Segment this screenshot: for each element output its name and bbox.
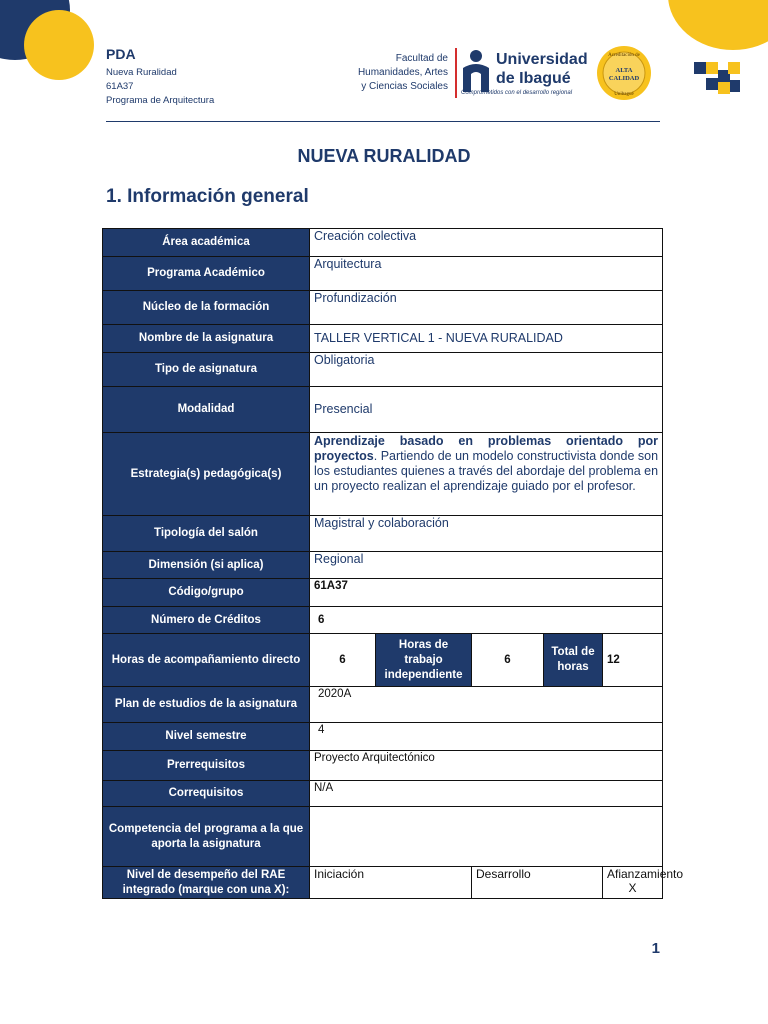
table-row: [103, 552, 663, 579]
table-row: [103, 229, 663, 257]
table-row: [103, 516, 663, 552]
row-value: Regional: [310, 552, 663, 579]
university-name: Universidad de Ibagué: [496, 51, 588, 87]
svg-text:CALIDAD: CALIDAD: [608, 75, 640, 82]
row-label: Plan de estudios de la asignatura: [103, 687, 310, 723]
svg-text:ALTA: ALTA: [615, 67, 633, 74]
row-value: N/A: [310, 781, 663, 807]
table-row: [103, 751, 663, 781]
row-value: Presencial: [310, 387, 663, 433]
table-row: [103, 807, 663, 867]
header-line: Nueva Ruralidad: [106, 67, 177, 78]
row-label: Número de Créditos: [103, 607, 310, 634]
row-label: Dimensión (si aplica): [103, 552, 310, 579]
row-value: 4: [310, 723, 663, 751]
header-line: Programa de Arquitectura: [106, 95, 215, 106]
row-value: 2020A: [310, 687, 663, 723]
independent-hours-value: 6: [472, 634, 544, 687]
university-tagline: Comprometidos con el desarrollo regional: [461, 90, 573, 96]
row-value: 61A37: [310, 579, 663, 607]
rae-option-iniciacion: Iniciación: [310, 867, 472, 899]
row-label: Nombre de la asignatura: [103, 325, 310, 353]
svg-text:Unibagué: Unibagué: [614, 92, 634, 97]
row-value: Magistral y colaboración: [310, 516, 663, 552]
pda-label: PDA: [106, 46, 136, 62]
table-row: [103, 325, 663, 353]
table-row: [103, 387, 663, 433]
row-label: Nivel semestre: [103, 723, 310, 751]
table-row-rae: [103, 867, 663, 899]
rae-option-afianzamiento: Afianzamiento X: [603, 867, 663, 899]
row-value: 6: [310, 607, 663, 634]
row-value: Obligatoria: [310, 353, 663, 387]
table-row: [103, 723, 663, 751]
decorative-yellow-circle-right: [668, 0, 768, 50]
row-label: Programa Académico: [103, 257, 310, 291]
table-row: [103, 353, 663, 387]
row-label: Núcleo de la formación: [103, 291, 310, 325]
row-value: Profundización: [310, 291, 663, 325]
row-label: Correquisitos: [103, 781, 310, 807]
total-hours-value: 12: [603, 634, 663, 687]
direct-hours-value: 6: [310, 634, 376, 687]
row-value: Arquitectura: [310, 257, 663, 291]
document-title: NUEVA RURALIDAD: [297, 146, 471, 166]
table-row: [103, 687, 663, 723]
table-row: [103, 607, 663, 634]
strategy-bold: Aprendizaje basado en problemas orientado por proyectos: [314, 434, 659, 463]
decorative-pixel-pattern: [694, 62, 740, 94]
row-label: Área académica: [103, 229, 310, 257]
rae-option-desarrollo: Desarrollo: [472, 867, 603, 899]
header-line: 61A37: [106, 81, 134, 92]
independent-hours-label: Horas de trabajo independiente: [376, 634, 472, 687]
row-label: Modalidad: [103, 387, 310, 433]
total-hours-label: Total de horas: [544, 634, 603, 687]
row-label: Tipo de asignatura: [103, 353, 310, 387]
table-row: [103, 433, 663, 516]
row-value: [310, 807, 663, 867]
rae-selected-mark: X: [628, 881, 637, 895]
row-label: Nivel de desempeño del RAE integrado (marque con una X):: [103, 867, 310, 899]
section-title: 1. Información general: [106, 186, 309, 207]
header-divider: [106, 121, 660, 122]
document-header-info: [106, 46, 214, 108]
logo-divider: [455, 48, 457, 98]
row-value: [310, 433, 663, 516]
svg-text:Acreditación de: Acreditación de: [608, 53, 640, 58]
table-row-hours: [103, 634, 663, 687]
strategy-text: . Partiendo de un modelo constructivista donde son los estudiantes quienes a través del abordaje del problema en un proyecto realizan el aprendizaje guiado por el profesor.: [314, 449, 659, 493]
accreditation-seal-icon: [596, 45, 652, 101]
row-label: Horas de acompañamiento directo: [103, 634, 310, 687]
facultad-name: Facultad de Humanidades, Artes y Ciencias Sociales: [357, 53, 448, 92]
row-label: Tipología del salón: [103, 516, 310, 552]
row-value: Creación colectiva: [310, 229, 663, 257]
row-label: Estrategia(s) pedagógica(s): [103, 433, 310, 516]
row-label: Prerrequisitos: [103, 751, 310, 781]
table-row: [103, 257, 663, 291]
table-row: [103, 579, 663, 607]
university-logo-icon: [461, 48, 491, 94]
row-label: Competencia del programa a la que aporta la asignatura: [103, 807, 310, 867]
decorative-yellow-circle: [24, 10, 94, 80]
page-number: 1: [651, 940, 660, 957]
row-value: Proyecto Arquitectónico: [310, 751, 663, 781]
row-value: TALLER VERTICAL 1 - NUEVA RURALIDAD: [310, 325, 663, 353]
row-label: Código/grupo: [103, 579, 310, 607]
general-info-table: [102, 228, 684, 899]
table-row: [103, 291, 663, 325]
table-row: [103, 781, 663, 807]
